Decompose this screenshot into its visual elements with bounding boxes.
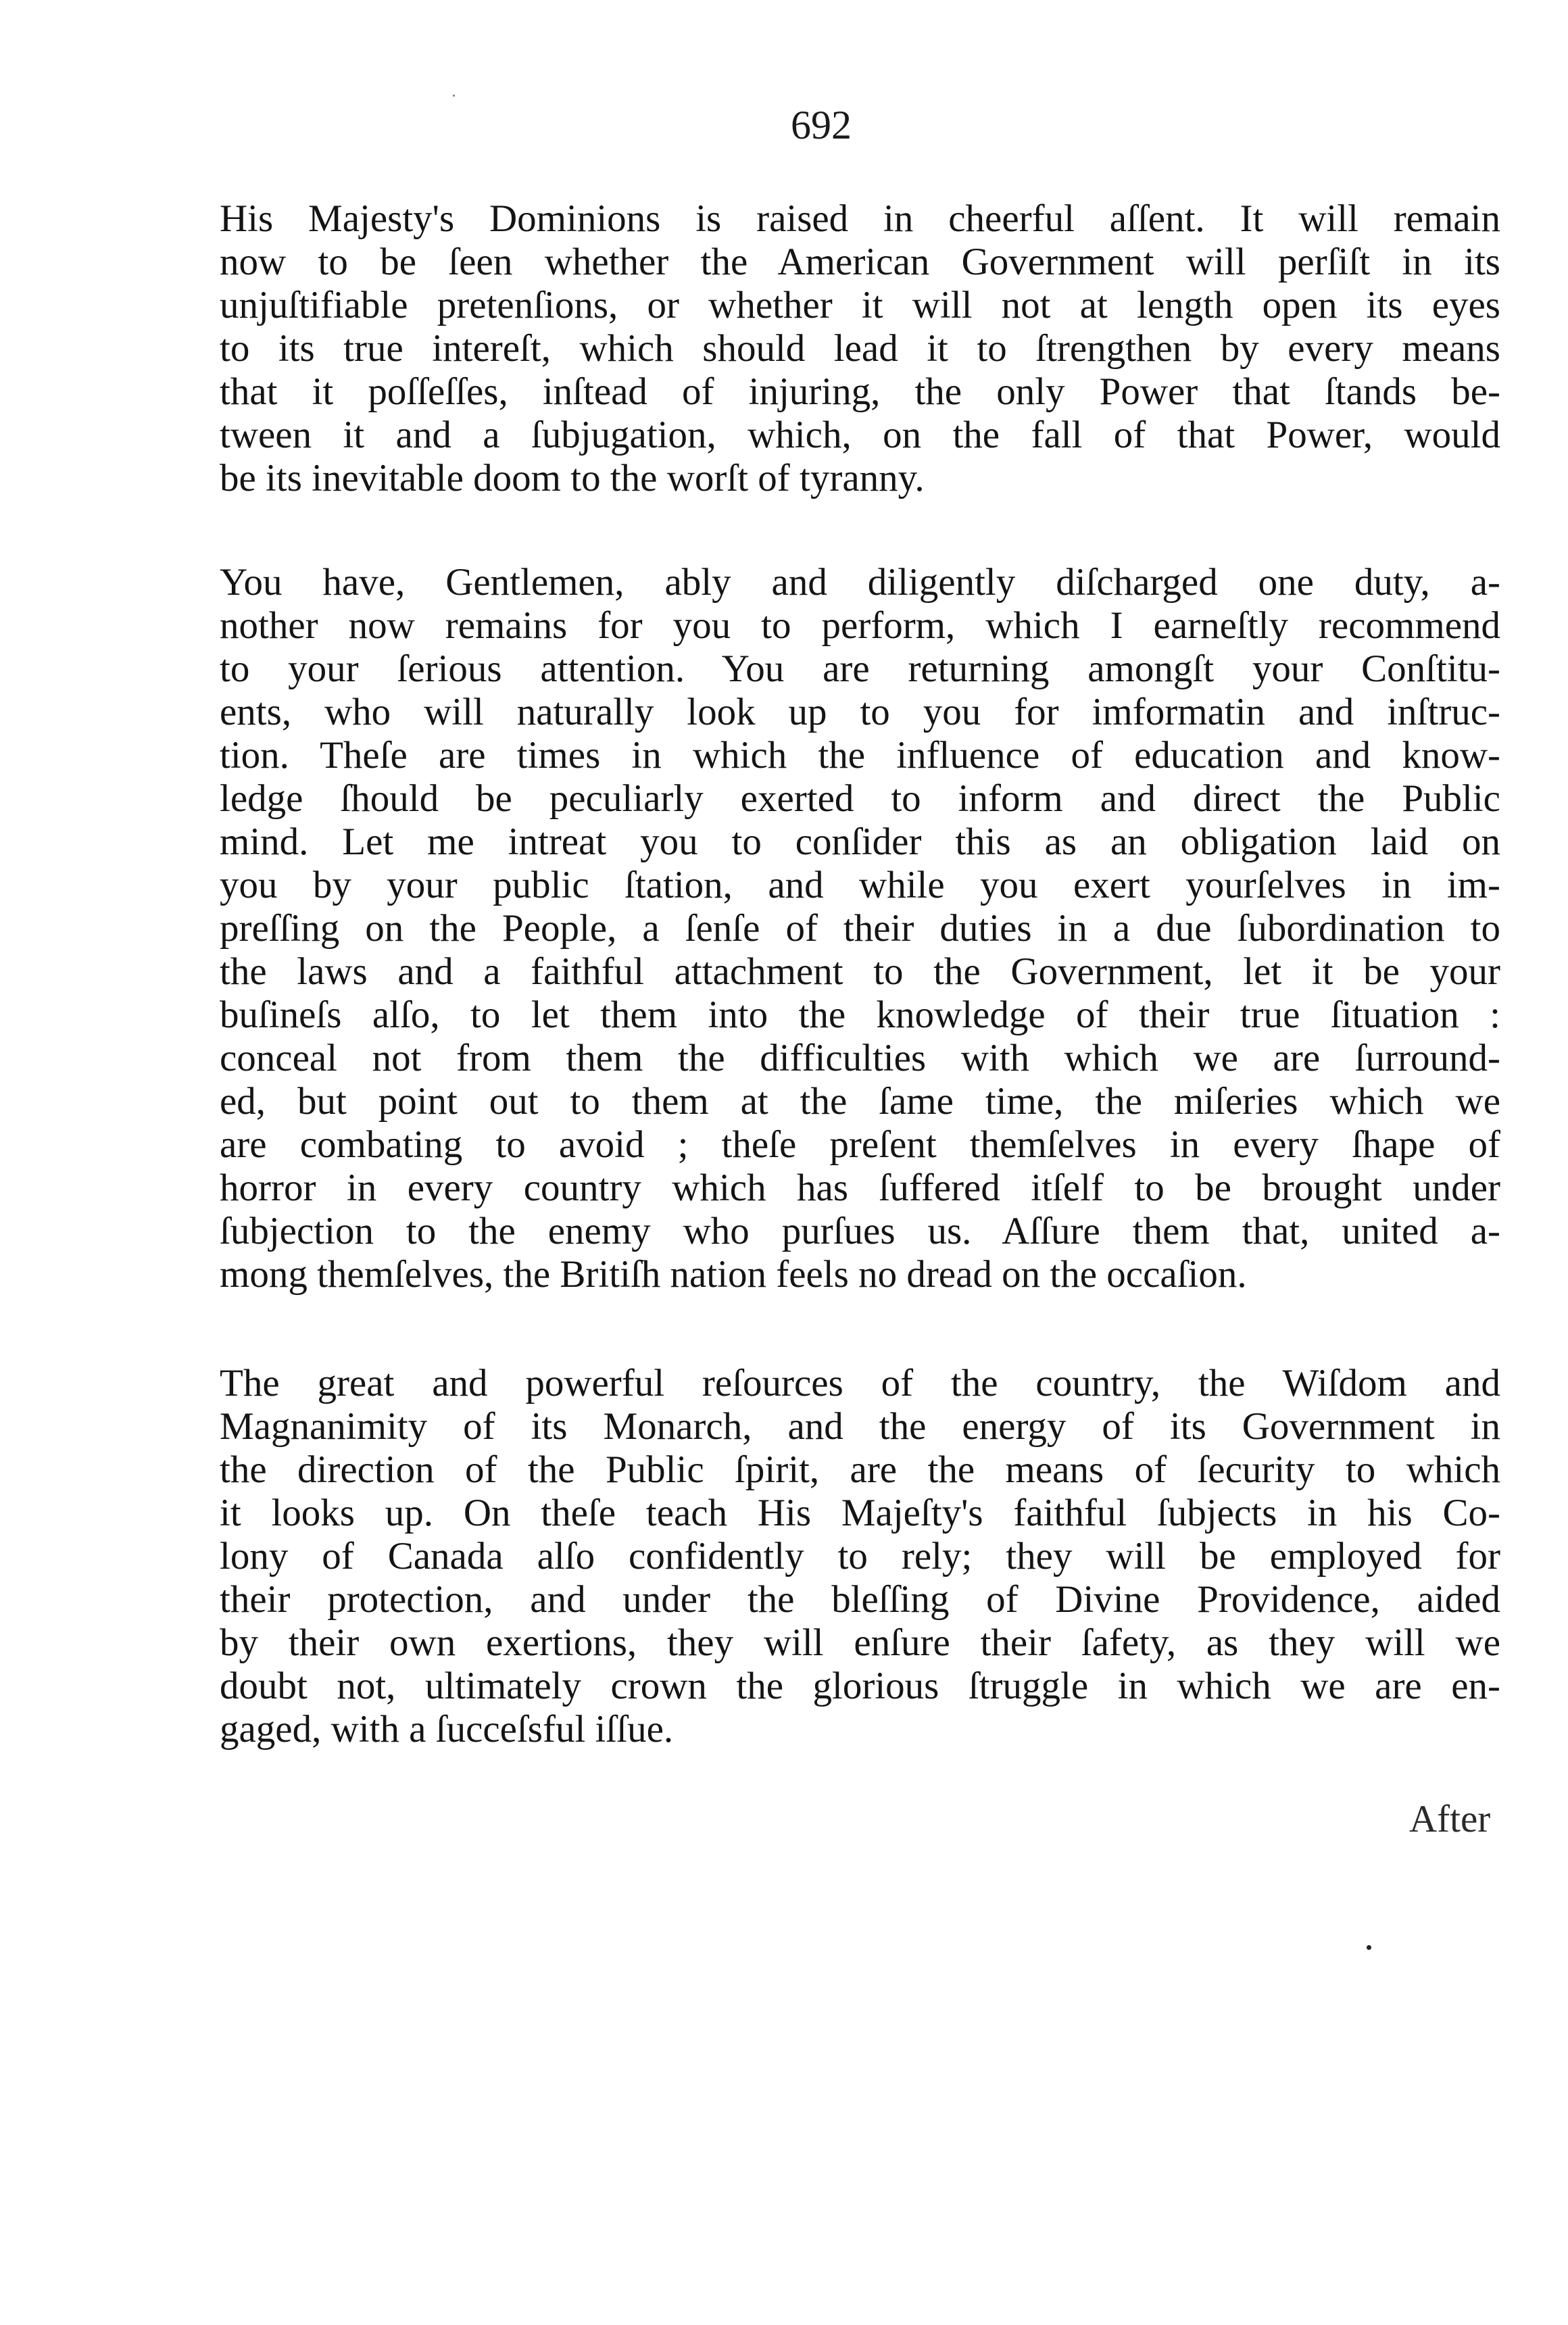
text-line: mind. Let me intreat you to conſider this as an obligation laid on <box>220 821 1500 863</box>
text-line: you by your public ſtation, and while you exert yourſelves in im- <box>220 864 1500 906</box>
text-line: mong themſelves, the Britiſh nation feels no dread on the occaſion. <box>220 1253 1247 1296</box>
text-line: are combating to avoid ; theſe preſent themſelves in every ſhape of <box>220 1123 1500 1166</box>
text-line: ſubjection to the enemy who purſues us. Aſſure them that, united a- <box>220 1210 1500 1252</box>
text-line: their protection, and under the bleſſing of Divine Providence, aided <box>220 1578 1500 1621</box>
text-line: You have, Gentlemen, ably and diligently diſcharged one duty, a- <box>220 561 1500 604</box>
text-line: ents, who will naturally look up to you for imformatin and inſtruc- <box>220 691 1500 733</box>
text-line: by their own exertions, they will enſure their ſafety, as they will we <box>220 1621 1500 1664</box>
text-line: Magnanimity of its Monarch, and the energy of its Government in <box>220 1405 1500 1448</box>
paragraph-1 <box>220 197 1500 500</box>
text-line: now to be ſeen whether the American Government will perſiſt in its <box>220 241 1500 283</box>
text-line: horror in every country which has ſuffered itſelf to be brought under <box>220 1167 1500 1209</box>
text-line: buſineſs alſo, to let them into the knowledge of their true ſituation : <box>220 994 1500 1036</box>
text-line: doubt not, ultimately crown the glorious ſtruggle in which we are en- <box>220 1665 1500 1707</box>
text-line: be its inevitable doom to the worſt of tyranny. <box>220 457 925 499</box>
text-line: to your ſerious attention. You are returning amongſt your Conſtitu- <box>220 647 1500 690</box>
text-line: that it poſſeſſes, inſtead of injuring, the only Power that ſtands be- <box>220 370 1500 413</box>
text-line: The great and powerful reſources of the country, the Wiſdom and <box>220 1362 1500 1404</box>
ink-speck <box>453 95 455 97</box>
text-line: tion. Theſe are times in which the influence of education and know- <box>220 734 1500 777</box>
text-line: the direction of the Public ſpirit, are the means of ſecurity to which <box>220 1448 1500 1491</box>
text-line: to its true intereſt, which should lead it to ſtrengthen by every means <box>220 327 1500 370</box>
text-line: ledge ſhould be peculiarly exerted to inform and direct the Public <box>220 777 1500 820</box>
text-line: the laws and a faithful attachment to the Government, let it be your <box>220 950 1500 993</box>
text-line: nother now remains for you to perform, which I earneſtly recommend <box>220 604 1500 647</box>
text-line: it looks up. On theſe teach His Majeſty's faithful ſubjects in his Co- <box>220 1492 1500 1534</box>
paragraph-3 <box>220 1362 1500 1751</box>
text-line: gaged, with a ſucceſsful iſſue. <box>220 1708 674 1751</box>
catchword: After <box>1409 1798 1491 1840</box>
text-line: tween it and a ſubjugation, which, on the fall of that Power, would <box>220 414 1500 456</box>
text-line: conceal not from them the difficulties with which we are ſurround- <box>220 1037 1500 1079</box>
text-line: lony of Canada alſo confidently to rely; they will be employed for <box>220 1535 1500 1577</box>
text-line: His Majesty's Dominions is raised in cheerful aſſent. It will remain <box>220 197 1500 240</box>
ink-speck <box>1367 1945 1371 1950</box>
text-line: ed, but point out to them at the ſame time, the miſeries which we <box>220 1080 1500 1123</box>
text-line: preſſing on the People, a ſenſe of their duties in a due ſubordination to <box>220 907 1500 950</box>
paragraph-2 <box>220 561 1500 1296</box>
page-number: 692 <box>791 103 852 147</box>
text-line: unjuſtifiable pretenſions, or whether it will not at length open its eyes <box>220 284 1500 326</box>
